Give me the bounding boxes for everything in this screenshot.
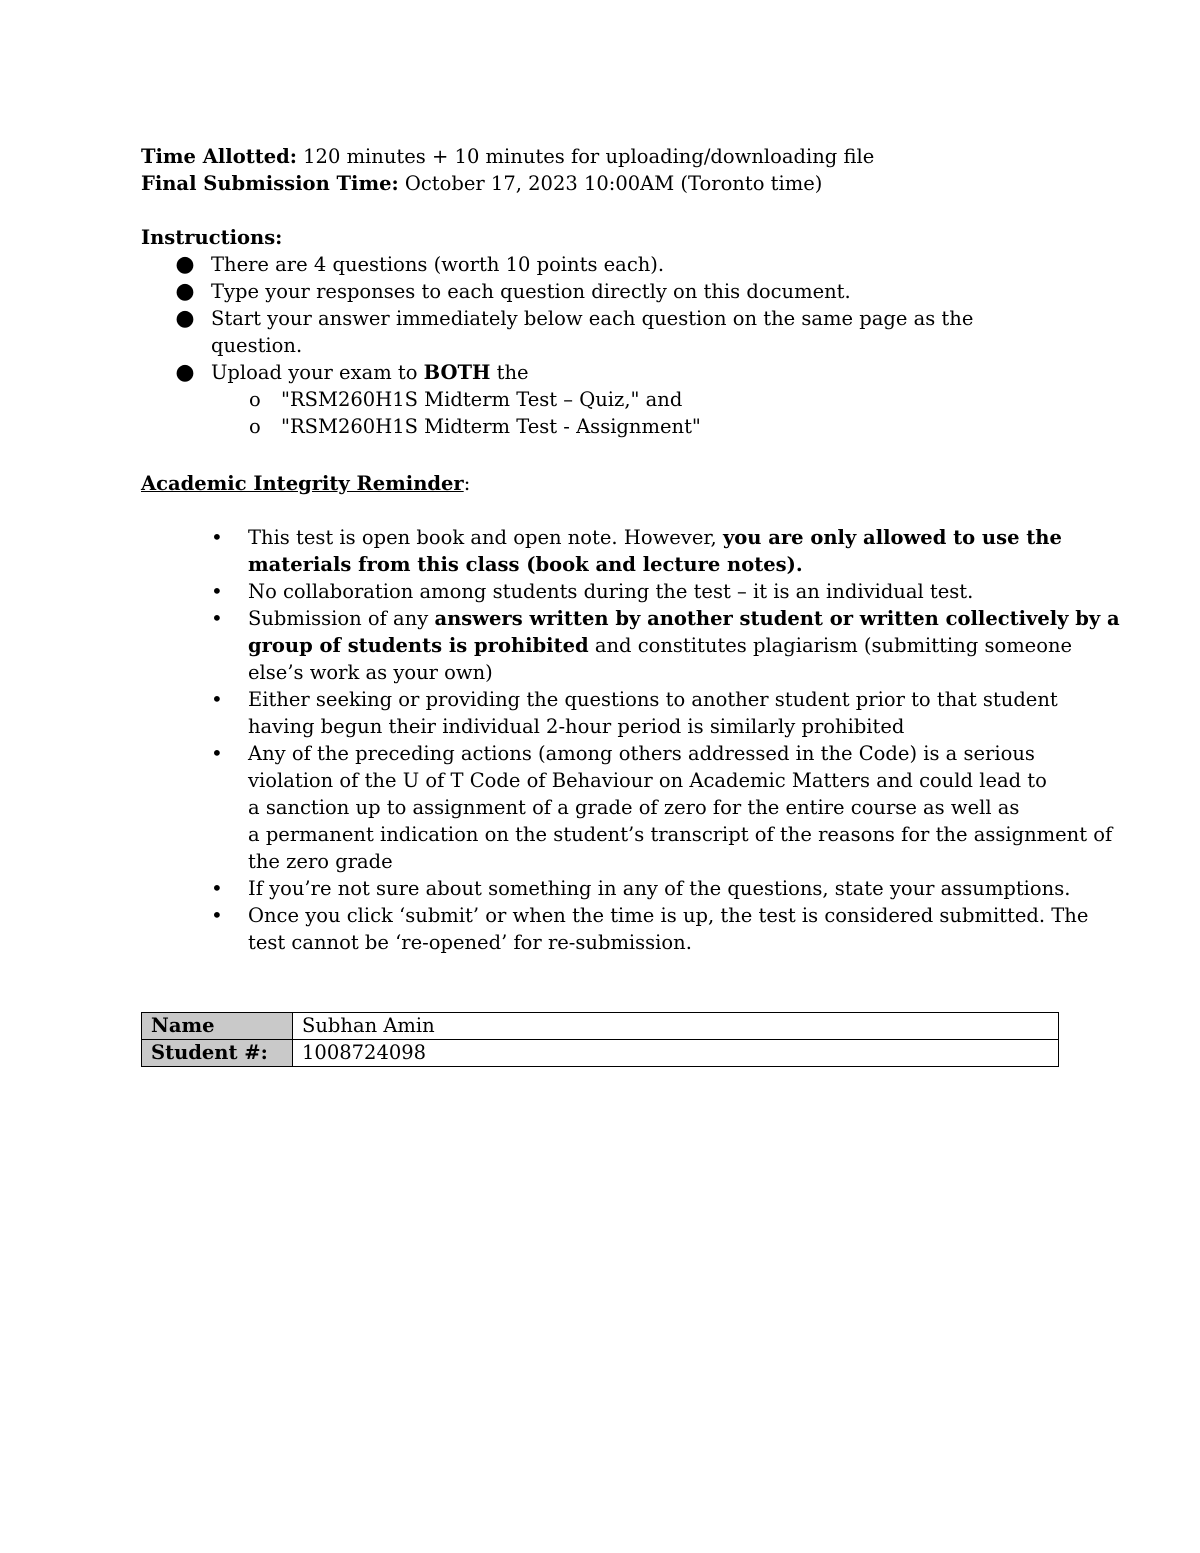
list-item: ● Start your answer immediately below each question on the same page as the question. bbox=[175, 306, 974, 357]
bullet-icon: • bbox=[211, 579, 223, 603]
student-info-table bbox=[141, 1012, 1059, 1067]
circle-bullet-icon: o bbox=[249, 415, 261, 438]
list-item: • Once you click ‘submit’ or when the time is up, the test is considered submitted. The test cannot be ‘re-opened’ for re-submission. bbox=[211, 903, 1089, 954]
table-row bbox=[142, 1013, 1059, 1040]
upload-targets-list bbox=[141, 386, 1061, 440]
instructions-list bbox=[141, 251, 1061, 386]
bullet-icon: • bbox=[211, 687, 223, 711]
list-item: • Submission of any answers written by another student or written collectively by a group of students is prohibited and constitutes plagiarism (submitting someone else’s work as your own) bbox=[211, 606, 1120, 684]
submission-time-label: Final Submission Time: bbox=[141, 172, 399, 195]
name-value[interactable]: Subhan Amin bbox=[293, 1013, 1059, 1040]
submission-time-line bbox=[141, 170, 1061, 197]
time-allotted-label: Time Allotted: bbox=[141, 145, 297, 168]
integrity-heading: Academic Integrity Reminder: bbox=[141, 472, 471, 495]
list-item: • No collaboration among students during the test – it is an individual test. bbox=[211, 579, 974, 603]
student-number-label: Student #: bbox=[142, 1040, 293, 1067]
bullet-icon: ● bbox=[175, 360, 195, 385]
bullet-icon: • bbox=[211, 606, 223, 630]
list-item: • Any of the preceding actions (among others addressed in the Code) is a serious violation of the U of T Code of Behaviour on Academic Matters and could lead to a sanction up to assignment of a grade of zero for the entire course as well as a permanent indication on the student’s transcript of the reasons for the assignment of the zero grade bbox=[211, 741, 1113, 873]
name-label: Name bbox=[142, 1013, 293, 1040]
list-item: o "RSM260H1S Midterm Test – Quiz," and bbox=[249, 388, 683, 411]
bullet-icon: • bbox=[211, 741, 223, 765]
integrity-rules-list bbox=[141, 524, 1120, 956]
list-item: o "RSM260H1S Midterm Test - Assignment" bbox=[249, 415, 701, 438]
time-allotted-value: 120 minutes + 10 minutes for uploading/downloading file bbox=[296, 145, 875, 168]
time-allotted-line bbox=[141, 143, 1061, 170]
student-number-value[interactable]: 1008724098 bbox=[293, 1040, 1059, 1067]
bullet-icon: • bbox=[211, 525, 223, 549]
list-item: • Either seeking or providing the questions to another student prior to that student having begun their individual 2-hour period is similarly prohibited bbox=[211, 687, 1058, 738]
list-item: ● Upload your exam to BOTH the bbox=[175, 360, 529, 385]
bullet-icon: ● bbox=[175, 306, 195, 331]
bullet-icon: ● bbox=[175, 279, 195, 304]
bullet-icon: • bbox=[211, 903, 223, 927]
bullet-icon: • bbox=[211, 876, 223, 900]
submission-time-value: October 17, 2023 10:00AM (Toronto time) bbox=[398, 172, 823, 195]
instructions-heading: Instructions: bbox=[141, 226, 283, 249]
bullet-icon: ● bbox=[175, 252, 195, 277]
list-item: • If you’re not sure about something in any of the questions, state your assumptions. bbox=[211, 876, 1071, 900]
list-item: ● Type your responses to each question directly on this document. bbox=[175, 279, 851, 304]
table-row bbox=[142, 1040, 1059, 1067]
list-item: ● There are 4 questions (worth 10 points each). bbox=[175, 252, 665, 277]
exam-cover-page bbox=[141, 143, 1120, 956]
circle-bullet-icon: o bbox=[249, 388, 261, 411]
list-item: • This test is open book and open note. However, you are only allowed to use the materials from this class (book and lecture notes). bbox=[211, 525, 1062, 576]
